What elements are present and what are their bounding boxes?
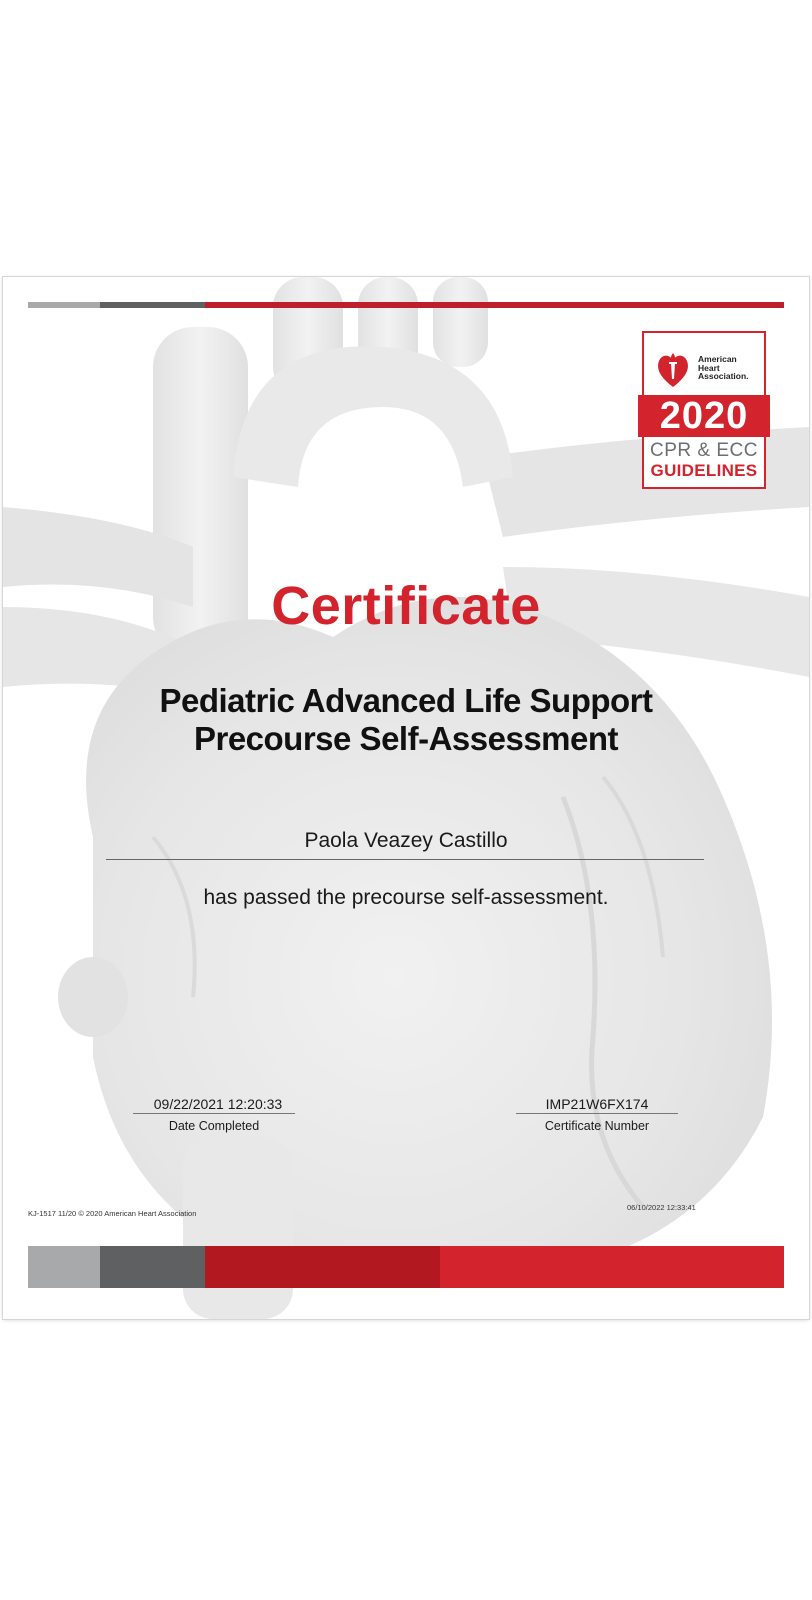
date-completed-label: Date Completed — [168, 1119, 260, 1133]
certificate-page — [3, 277, 809, 1319]
logo-top-box — [642, 331, 766, 397]
date-completed-underline — [133, 1113, 295, 1114]
aha-2020-guidelines-logo — [638, 331, 772, 491]
logo-guidelines: GUIDELINES — [650, 461, 758, 480]
bottom-band-dark-gray — [100, 1246, 205, 1288]
logo-cpr-ecc: CPR & ECC — [650, 440, 758, 461]
certificate-number-label: Certificate Number — [544, 1119, 650, 1133]
course-title-line-1: Pediatric Advanced Life Support — [159, 682, 653, 719]
logo-year: 2020 — [638, 395, 770, 437]
bottom-band-red — [440, 1246, 784, 1288]
printed-timestamp: 06/10/2022 12:33:41 — [627, 1203, 696, 1212]
course-title-line-2: Precourse Self-Assessment — [193, 720, 619, 757]
top-band-dark-gray — [100, 302, 205, 308]
date-completed-value: 09/22/2021 12:20:33 — [153, 1096, 283, 1112]
logo-org-name: American Heart Association. — [698, 354, 749, 381]
form-code-copyright: KJ-1517 11/20 © 2020 American Heart Association — [28, 1209, 197, 1218]
recipient-name: Paola Veazey Castillo — [304, 829, 508, 852]
pass-statement: has passed the precourse self-assessment. — [203, 886, 609, 909]
course-title — [3, 682, 809, 758]
certificate-number-underline — [516, 1113, 678, 1114]
heart-torch-icon — [656, 349, 690, 389]
bottom-color-band — [28, 1246, 784, 1288]
logo-bottom-box — [642, 437, 766, 489]
bottom-band-light-gray — [28, 1246, 100, 1288]
certificate-number-value: IMP21W6FX174 — [545, 1096, 649, 1112]
top-color-band — [28, 302, 784, 308]
top-band-light-gray — [28, 302, 100, 308]
recipient-underline — [106, 859, 704, 860]
bottom-band-dark-red — [205, 1246, 440, 1288]
certificate-title: Certificate — [271, 576, 541, 636]
top-band-red — [205, 302, 784, 308]
